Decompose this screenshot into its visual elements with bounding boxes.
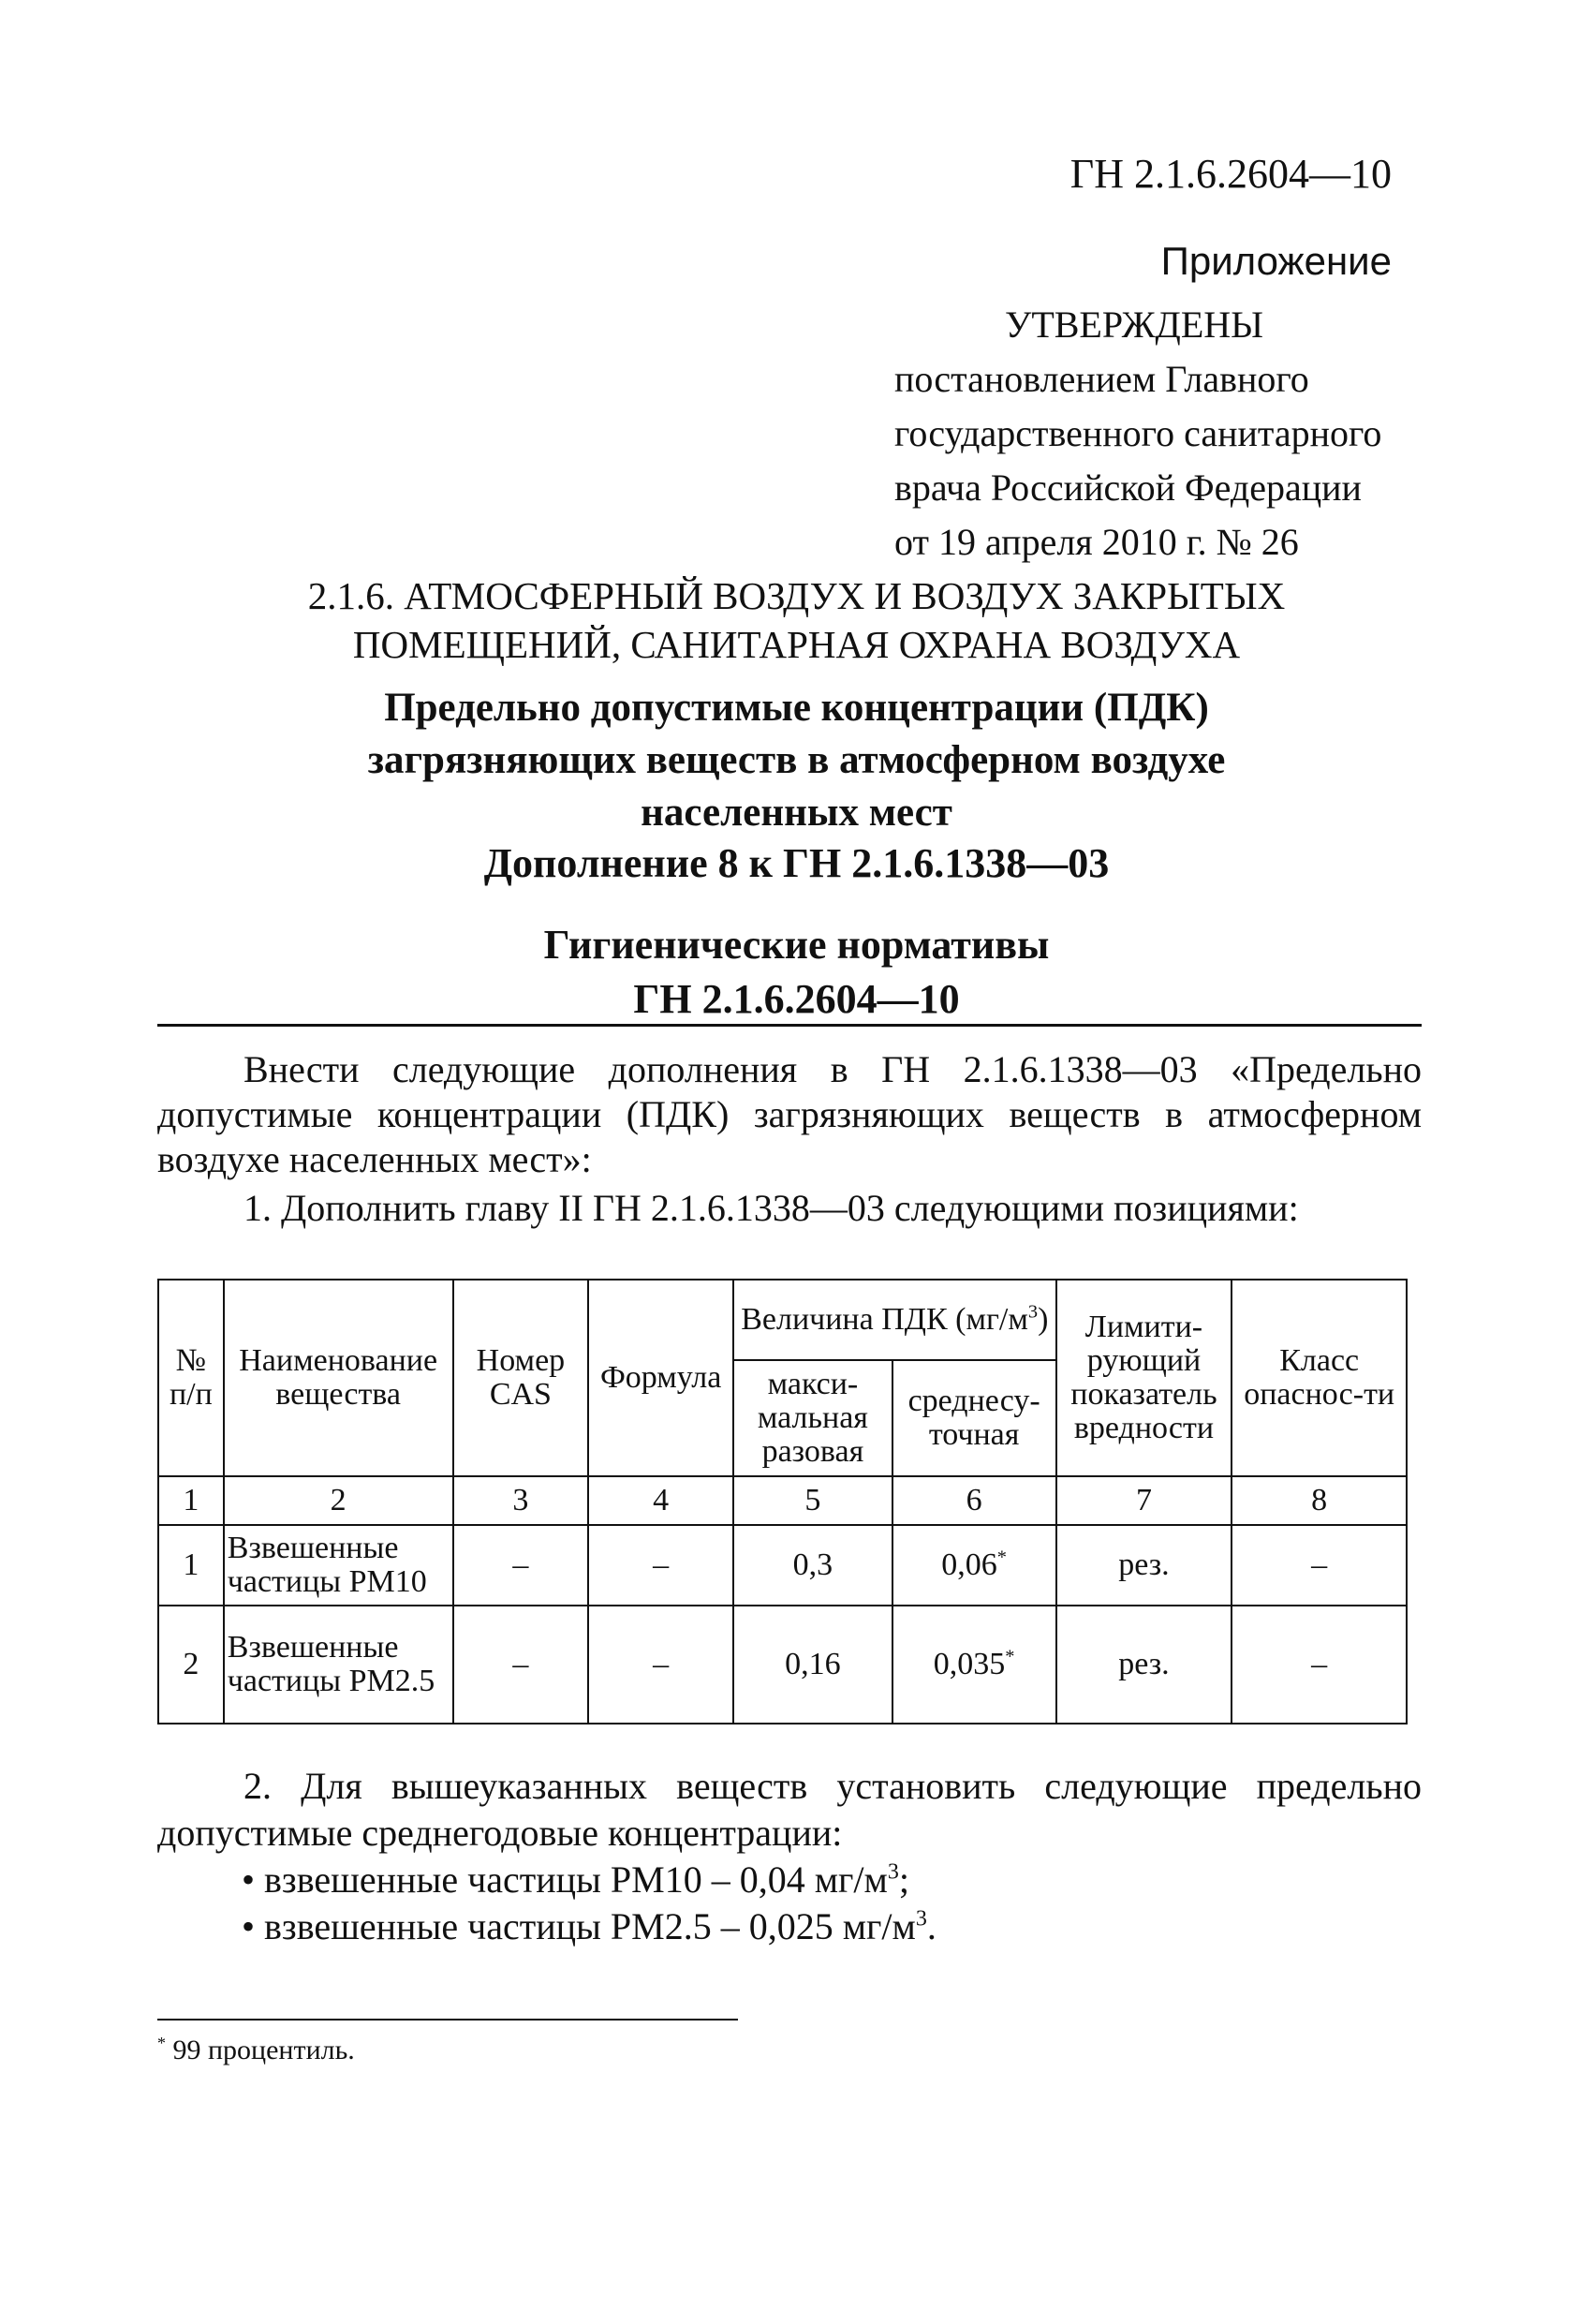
cell-avg-value: 0,035 xyxy=(933,1647,1006,1681)
title-divider xyxy=(157,1024,1422,1027)
cell-formula: – xyxy=(588,1606,733,1724)
column-number: 5 xyxy=(733,1476,892,1525)
cell-hazard: – xyxy=(1232,1606,1407,1724)
main-title xyxy=(0,682,1593,839)
cell-avg-value: 0,06 xyxy=(941,1547,997,1582)
approval-line: от 19 апреля 2010 г. № 26 xyxy=(894,521,1299,563)
approval-line: врача Российской Федерации xyxy=(894,466,1362,509)
intro-paragraph: Внести следующие дополнения в ГН 2.1.6.1338—03 «Предельно допустимые концентрации (ПДК) загрязняющих веществ в атмосферном воздухе населенных мест»: xyxy=(157,1048,1422,1180)
bullet-text: • взвешенные частицы РМ2.5 – 0,025 мг/м xyxy=(242,1905,916,1947)
section-title-line: 2.1.6. АТМОСФЕРНЫЙ ВОЗДУХ И ВОЗДУХ ЗАКРЫТЫХ xyxy=(307,574,1286,617)
item-1-text: 1. Дополнить главу II ГН 2.1.6.1338—03 следующими позициями: xyxy=(243,1187,1299,1229)
approval-line: постановлением Главного xyxy=(894,358,1309,400)
header-pdk-sup: 3 xyxy=(1027,1301,1039,1323)
column-number: 2 xyxy=(224,1476,453,1525)
column-number: 4 xyxy=(588,1476,733,1525)
main-title-line: загрязняющих веществ в атмосферном воздухе xyxy=(367,738,1226,782)
header-hazard: Класс опаснос-ти xyxy=(1232,1280,1407,1476)
document-code: ГН 2.1.6.2604—10 xyxy=(1069,151,1392,197)
column-number: 7 xyxy=(1056,1476,1232,1525)
column-number: 1 xyxy=(158,1476,224,1525)
table-row xyxy=(158,1525,1407,1606)
hygienic-title-line: Гигиенические нормативы xyxy=(543,922,1050,968)
bullet-sup: 3 xyxy=(887,1859,899,1885)
hygienic-norms-title xyxy=(0,918,1593,1027)
cell-hazard: – xyxy=(1232,1525,1407,1606)
footnote xyxy=(157,2035,355,2066)
hygienic-title-line: ГН 2.1.6.2604—10 xyxy=(633,976,960,1022)
header-name: Наименование вещества xyxy=(224,1280,453,1476)
table-row xyxy=(158,1606,1407,1724)
cell-cas: – xyxy=(453,1525,589,1606)
footnote-text: 99 процентиль. xyxy=(166,2035,355,2065)
cell-avg xyxy=(892,1606,1056,1724)
footnote-divider xyxy=(157,2019,738,2021)
approval-line: УТВЕРЖДЕНЫ xyxy=(1005,303,1264,346)
bullet-text: • взвешенные частицы РМ10 – 0,04 мг/м xyxy=(242,1858,888,1901)
header-pdk-group xyxy=(733,1280,1055,1360)
bullet-sup: 3 xyxy=(915,1906,927,1932)
column-number: 3 xyxy=(453,1476,589,1525)
main-title-line: населенных мест xyxy=(641,791,952,835)
section-title-line: ПОМЕЩЕНИЙ, САНИТАРНАЯ ОХРАНА ВОЗДУХА xyxy=(352,623,1241,666)
section-title xyxy=(0,571,1593,669)
table-header-row xyxy=(158,1280,1407,1360)
header-limit: Лимити-рующий показатель вредности xyxy=(1056,1280,1232,1476)
column-number-row xyxy=(158,1476,1407,1525)
header-num: № п/п xyxy=(158,1280,224,1476)
item-2-text: 2. Для вышеуказанных веществ установить следующие предельно допустимые среднегодовые концентрации: xyxy=(157,1765,1422,1854)
bullet-pm25 xyxy=(242,1904,937,1948)
cell-num: 2 xyxy=(158,1606,224,1724)
cell-limit: рез. xyxy=(1056,1606,1232,1724)
bullet-end: ; xyxy=(898,1858,909,1901)
header-cas: Номер CAS xyxy=(453,1280,589,1476)
column-number: 6 xyxy=(892,1476,1056,1525)
cell-avg-mark: * xyxy=(996,1547,1007,1568)
column-number: 8 xyxy=(1232,1476,1407,1525)
cell-formula: – xyxy=(588,1525,733,1606)
cell-name: Взвешенные частицы РМ2.5 xyxy=(224,1606,453,1724)
footnote-mark: * xyxy=(157,2034,166,2052)
header-pdk-end: ) xyxy=(1038,1302,1049,1337)
addendum-title: Дополнение 8 к ГН 2.1.6.1338—03 xyxy=(483,840,1110,886)
header-avg: среднесу-точная xyxy=(892,1360,1056,1476)
main-title-line: Предельно допустимые концентрации (ПДК) xyxy=(384,686,1209,730)
cell-avg-mark: * xyxy=(1005,1646,1015,1667)
header-pdk-group-text: Величина ПДК (мг/м xyxy=(741,1302,1028,1337)
cell-cas: – xyxy=(453,1606,589,1724)
bullet-end: . xyxy=(926,1905,937,1947)
appendix-label: Приложение xyxy=(1160,239,1392,283)
cell-limit: рез. xyxy=(1056,1525,1232,1606)
cell-name: Взвешенные частицы РМ10 xyxy=(224,1525,453,1606)
cell-num: 1 xyxy=(158,1525,224,1606)
cell-max: 0,3 xyxy=(733,1525,892,1606)
approval-line: государственного санитарного xyxy=(894,412,1382,454)
cell-max: 0,16 xyxy=(733,1606,892,1724)
pdk-table xyxy=(157,1279,1408,1724)
approval-block xyxy=(894,298,1381,570)
cell-avg xyxy=(892,1525,1056,1606)
header-formula: Формула xyxy=(588,1280,733,1476)
header-max: макси-мальная разовая xyxy=(733,1360,892,1476)
bullet-pm10 xyxy=(242,1858,909,1902)
